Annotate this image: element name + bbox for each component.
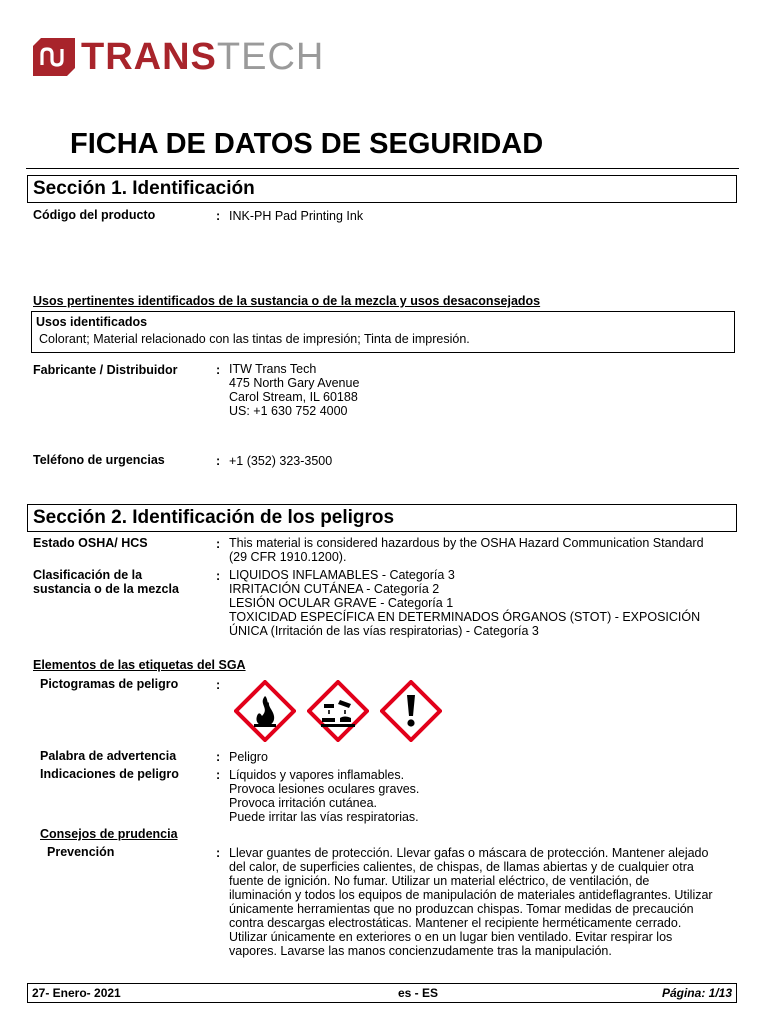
hazard-line: Puede irritar las vías respiratorias. (229, 810, 419, 824)
classification-line: TOXICIDAD ESPECÍFICA EN DETERMINADOS ÓRGANOS (STOT) - EXPOSICIÓN (229, 610, 701, 624)
classification-line: LIQUIDOS INFLAMABLES - Categoría 3 (229, 568, 455, 582)
colon: : (216, 750, 221, 764)
address-line: ITW Trans Tech (229, 362, 317, 376)
signal-word-label: Palabra de advertencia (40, 749, 177, 763)
classification-label (33, 568, 179, 596)
address-line: 475 North Gary Avenue (229, 376, 360, 390)
exclamation-icon (380, 680, 442, 742)
hazard-statements-value (229, 768, 419, 824)
classification-line: IRRITACIÓN CUTÁNEA - Categoría 2 (229, 582, 440, 596)
flame-icon (234, 680, 296, 742)
footer-date: 27- Enero- 2021 (32, 986, 121, 1000)
signal-word-value: Peligro (229, 750, 268, 764)
colon: : (216, 768, 221, 782)
transtech-logo-icon (33, 38, 75, 76)
uses-box-text: Colorant; Material relacionado con las tintas de impresión; Tinta de impresión. (39, 332, 470, 346)
prevention-value (229, 846, 713, 958)
uses-box (31, 311, 735, 353)
prevention-line: del calor, de superficies calientes, de chispas, de llamas abiertas y de cualquier otra (229, 860, 694, 874)
section-1-header: Sección 1. Identificación (27, 175, 737, 203)
footer-page-number: Página: 1/13 (661, 986, 732, 1000)
pictograms-label: Pictogramas de peligro (40, 677, 179, 691)
precautionary-heading: Consejos de prudencia (40, 827, 178, 841)
section-2-header: Sección 2. Identificación de los peligros (27, 504, 737, 532)
colon: : (216, 537, 221, 551)
document-title: FICHA DE DATOS DE SEGURIDAD (70, 128, 544, 160)
colon: : (216, 678, 221, 692)
emergency-phone-value: +1 (352) 323-3500 (229, 454, 333, 468)
manufacturer-label: Fabricante / Distribuidor (33, 363, 178, 377)
classification-label-line: Clasificación de la (33, 568, 143, 582)
prevention-line: Llevar guantes de protección. Llevar gafas o máscara de protección. Mantener alejado (229, 846, 709, 860)
colon: : (216, 569, 221, 583)
classification-value (229, 568, 700, 638)
colon: : (216, 454, 221, 468)
ghs-elements-heading: Elementos de las etiquetas del SGA (33, 658, 246, 672)
prevention-line: vapores. Lavarse las manos concienzudamente tras la manipulación. (229, 944, 612, 958)
prevention-line: iluminación y todos los equipos de manipulación de materiales antideflagrantes. Utilizar (229, 888, 713, 902)
logo-trans-text: TRANS (81, 36, 217, 78)
product-code-value: INK-PH Pad Printing Ink (229, 209, 364, 223)
classification-label-line: sustancia o de la mezcla (33, 582, 179, 596)
prevention-line: contra descargas electrostáticas. Mantener el recipiente herméticamente cerrado. (229, 916, 682, 930)
colon: : (216, 209, 221, 223)
colon: : (216, 363, 221, 377)
classification-line: ÚNICA (Irritación de las vías respiratorias) - Categoría 3 (229, 624, 539, 638)
hazard-line: Provoca lesiones oculares graves. (229, 782, 420, 796)
classification-line: LESIÓN OCULAR GRAVE - Categoría 1 (229, 596, 454, 610)
prevention-line: únicamente herramientas que no produzcan chispas. Tomar medidas de precaución (229, 902, 694, 916)
corrosion-icon (307, 680, 369, 742)
logo-wordmark (81, 37, 324, 77)
product-code-label: Código del producto (33, 208, 156, 222)
hazard-statements-label: Indicaciones de peligro (40, 767, 179, 781)
address-line: Carol Stream, IL 60188 (229, 390, 358, 404)
footer-language: es - ES (398, 986, 439, 1000)
hazard-line: Provoca irritación cutánea. (229, 796, 377, 810)
company-logo (33, 37, 324, 77)
osha-status-value (229, 536, 704, 564)
manufacturer-address (229, 362, 359, 418)
hazard-line: Líquidos y vapores inflamables. (229, 768, 405, 782)
prevention-line: fuente de ignición. No fumar. Utilizar un material eléctrico, de ventilación, de (229, 874, 650, 888)
logo-tech-text: TECH (216, 36, 325, 78)
title-divider (26, 168, 739, 169)
osha-status-label: Estado OSHA/ HCS (33, 536, 148, 550)
uses-box-title: Usos identificados (36, 315, 148, 329)
address-line: US: +1 630 752 4000 (229, 404, 348, 418)
colon: : (216, 846, 221, 860)
page-footer (27, 983, 737, 1003)
prevention-label: Prevención (47, 845, 115, 859)
emergency-phone-label: Teléfono de urgencias (33, 453, 165, 467)
osha-line: This material is considered hazardous by the OSHA Hazard Communication Standard (229, 536, 704, 550)
prevention-line: Utilizar únicamente en exteriores o en un lugar bien ventilado. Evitar respirar los (229, 930, 673, 944)
uses-heading: Usos pertinentes identificados de la sustancia o de la mezcla y usos desaconsejados (33, 294, 541, 308)
osha-line: (29 CFR 1910.1200). (229, 550, 347, 564)
